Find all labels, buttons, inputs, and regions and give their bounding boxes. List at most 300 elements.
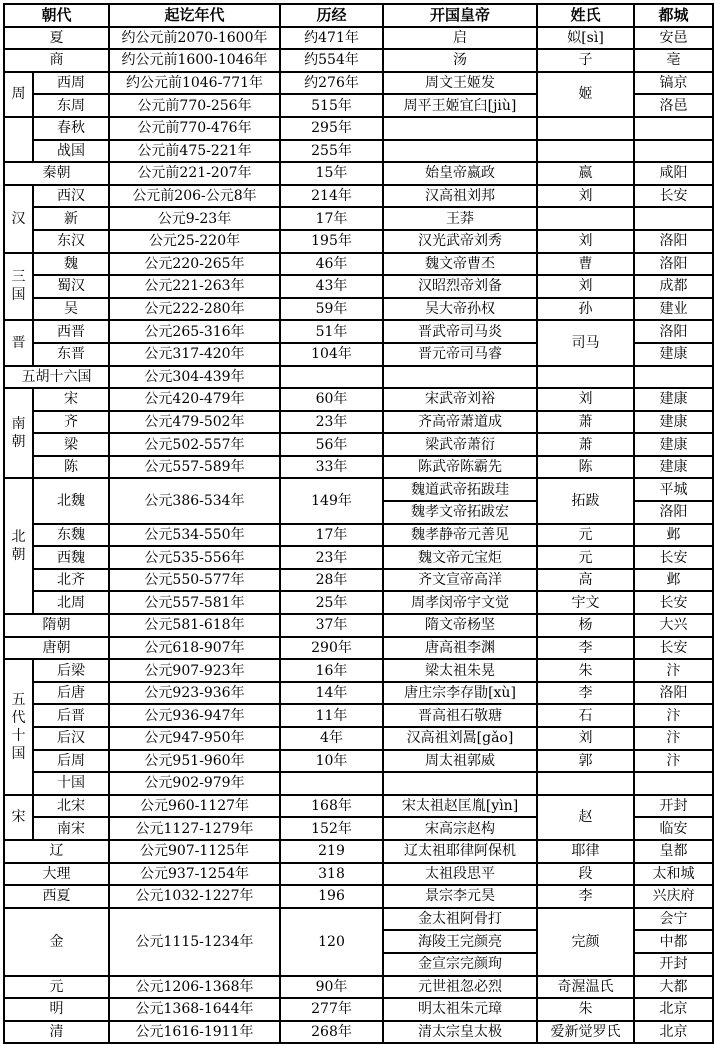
founder-cell: 汉高祖刘邦 bbox=[383, 185, 537, 208]
period-cell: 公元221-263年 bbox=[109, 275, 280, 298]
group-char: 北 bbox=[11, 529, 26, 546]
dynasty-cell: 西晋 bbox=[33, 320, 109, 343]
surname-cell: 朱 bbox=[537, 659, 634, 682]
table-row bbox=[4, 27, 713, 50]
duration-cell: 10年 bbox=[280, 750, 383, 773]
duration-cell: 214年 bbox=[280, 185, 383, 208]
surname-cell: 爱新觉罗氏 bbox=[537, 1021, 634, 1044]
capital-cell: 建康 bbox=[634, 388, 713, 411]
duration-cell: 28年 bbox=[280, 569, 383, 592]
dynasty-cell: 西周 bbox=[33, 72, 109, 95]
period-cell: 公元550-577年 bbox=[109, 569, 280, 592]
period-cell: 公元902-979年 bbox=[109, 772, 280, 795]
group-char: 宋 bbox=[11, 809, 26, 826]
dynasty-cell: 西夏 bbox=[4, 885, 109, 908]
dynasty-cell: 东周 bbox=[33, 94, 109, 117]
surname-cell: 姬 bbox=[537, 72, 634, 117]
group-wudai-cell bbox=[4, 659, 33, 795]
table-row bbox=[4, 614, 713, 637]
dynasty-cell: 战国 bbox=[33, 140, 109, 163]
surname-cell: 姒[sì] bbox=[537, 27, 634, 50]
period-cell: 公元220-265年 bbox=[109, 253, 280, 276]
founder-cell: 隋文帝杨坚 bbox=[383, 614, 537, 637]
duration-cell: 46年 bbox=[280, 253, 383, 276]
group-char: 代 bbox=[11, 710, 26, 726]
capital-cell bbox=[634, 117, 713, 140]
surname-cell: 嬴 bbox=[537, 162, 634, 185]
founder-cell: 齐高帝萧道成 bbox=[383, 411, 537, 434]
group-song-cell bbox=[4, 795, 33, 840]
table-row bbox=[4, 682, 713, 705]
surname-cell: 朱 bbox=[537, 998, 634, 1021]
table-row bbox=[4, 750, 713, 773]
duration-cell: 60年 bbox=[280, 388, 383, 411]
dynasty-cell: 夏 bbox=[4, 27, 109, 50]
table-row bbox=[4, 162, 713, 185]
period-cell: 公元923-936年 bbox=[109, 682, 280, 705]
surname-cell: 刘 bbox=[537, 185, 634, 208]
capital-cell: 北京 bbox=[634, 998, 713, 1021]
surname-cell: 孙 bbox=[537, 298, 634, 321]
table-row bbox=[4, 298, 713, 321]
group-zhou-cell bbox=[4, 72, 33, 117]
period-cell: 公元1115-1234年 bbox=[109, 908, 280, 976]
duration-cell: 515年 bbox=[280, 94, 383, 117]
period-cell: 约公元前2070-1600年 bbox=[109, 27, 280, 50]
table-row bbox=[4, 727, 713, 750]
group-char: 南 bbox=[11, 416, 26, 433]
duration-cell: 277年 bbox=[280, 998, 383, 1021]
founder-cell: 吴大帝孙权 bbox=[383, 298, 537, 321]
surname-cell: 元 bbox=[537, 546, 634, 569]
capital-cell: 汴 bbox=[634, 704, 713, 727]
period-cell: 公元265-316年 bbox=[109, 320, 280, 343]
duration-cell: 4年 bbox=[280, 727, 383, 750]
capital-cell: 大兴 bbox=[634, 614, 713, 637]
surname-cell: 赵 bbox=[537, 795, 634, 840]
founder-cell: 晋武帝司马炎 bbox=[383, 320, 537, 343]
dynasty-cell: 东汉 bbox=[33, 230, 109, 253]
dynasty-cell: 明 bbox=[4, 998, 109, 1021]
duration-cell: 318 bbox=[280, 863, 383, 886]
duration-cell bbox=[280, 772, 383, 795]
period-cell: 公元222-280年 bbox=[109, 298, 280, 321]
founder-cell: 齐文宣帝高洋 bbox=[383, 569, 537, 592]
table-row bbox=[4, 863, 713, 886]
duration-cell: 17年 bbox=[280, 207, 383, 230]
duration-cell: 152年 bbox=[280, 817, 383, 840]
table-row bbox=[4, 591, 713, 614]
founder-cell: 魏孝静帝元善见 bbox=[383, 524, 537, 547]
founder-cell: 周孝闵帝宇文觉 bbox=[383, 591, 537, 614]
surname-cell: 子 bbox=[537, 49, 634, 72]
surname-cell bbox=[537, 366, 634, 389]
duration-cell: 295年 bbox=[280, 117, 383, 140]
surname-cell: 石 bbox=[537, 704, 634, 727]
founder-cell bbox=[383, 140, 537, 163]
capital-cell bbox=[634, 772, 713, 795]
capital-cell: 长安 bbox=[634, 637, 713, 660]
dynasty-cell: 后汉 bbox=[33, 727, 109, 750]
table-row bbox=[4, 140, 713, 163]
header-row bbox=[4, 4, 713, 27]
dynasty-cell: 后梁 bbox=[33, 659, 109, 682]
period-cell: 公元317-420年 bbox=[109, 343, 280, 366]
capital-cell: 亳 bbox=[634, 49, 713, 72]
period-cell: 公元535-556年 bbox=[109, 546, 280, 569]
capital-cell: 中都 bbox=[634, 930, 713, 953]
capital-cell: 长安 bbox=[634, 546, 713, 569]
dynasty-cell: 北魏 bbox=[33, 478, 109, 523]
founder-cell: 元世祖忽必烈 bbox=[383, 976, 537, 999]
founder-cell: 魏文帝元宝炬 bbox=[383, 546, 537, 569]
founder-cell: 晋元帝司马睿 bbox=[383, 343, 537, 366]
dynasty-cell: 齐 bbox=[33, 411, 109, 434]
table-row bbox=[4, 320, 713, 343]
duration-cell: 219 bbox=[280, 840, 383, 863]
table-row bbox=[4, 976, 713, 999]
capital-cell: 邺 bbox=[634, 524, 713, 547]
group-char: 三 bbox=[11, 269, 26, 286]
founder-cell: 周平王姬宜臼[jiù] bbox=[383, 94, 537, 117]
surname-cell: 杨 bbox=[537, 614, 634, 637]
capital-cell bbox=[634, 140, 713, 163]
table-row bbox=[4, 456, 713, 479]
duration-cell: 196 bbox=[280, 885, 383, 908]
surname-cell: 李 bbox=[537, 682, 634, 705]
dynasty-cell: 南宋 bbox=[33, 817, 109, 840]
group-char: 十 bbox=[11, 728, 26, 744]
founder-cell: 景宗李元昊 bbox=[383, 885, 537, 908]
surname-cell: 刘 bbox=[537, 388, 634, 411]
table-row bbox=[4, 637, 713, 660]
table-row bbox=[4, 207, 713, 230]
capital-cell: 镐京 bbox=[634, 72, 713, 95]
header-duration: 历经 bbox=[280, 4, 383, 27]
group-blank-cell bbox=[4, 117, 33, 162]
dynasty-cell: 梁 bbox=[33, 433, 109, 456]
header-period: 起讫年代 bbox=[109, 4, 280, 27]
table-row bbox=[4, 411, 713, 434]
period-cell: 公元前475-221年 bbox=[109, 140, 280, 163]
dynasty-cell: 陈 bbox=[33, 456, 109, 479]
period-cell: 公元479-502年 bbox=[109, 411, 280, 434]
surname-cell: 耶律 bbox=[537, 840, 634, 863]
duration-cell bbox=[280, 366, 383, 389]
period-cell: 公元960-1127年 bbox=[109, 795, 280, 818]
dynasty-cell: 后晋 bbox=[33, 704, 109, 727]
dynasty-cell: 东魏 bbox=[33, 524, 109, 547]
founder-cell: 汉光武帝刘秀 bbox=[383, 230, 537, 253]
table-row bbox=[4, 840, 713, 863]
founder-cell: 魏孝文帝拓跋宏 bbox=[383, 501, 537, 524]
period-cell: 公元618-907年 bbox=[109, 637, 280, 660]
capital-cell: 建业 bbox=[634, 298, 713, 321]
surname-cell: 李 bbox=[537, 885, 634, 908]
period-cell: 公元前221-207年 bbox=[109, 162, 280, 185]
group-nanchao-cell bbox=[4, 388, 33, 478]
surname-cell: 曹 bbox=[537, 253, 634, 276]
capital-cell: 建康 bbox=[634, 456, 713, 479]
duration-cell: 51年 bbox=[280, 320, 383, 343]
period-cell: 公元907-923年 bbox=[109, 659, 280, 682]
capital-cell: 汴 bbox=[634, 659, 713, 682]
period-cell: 公元1127-1279年 bbox=[109, 817, 280, 840]
table-row bbox=[4, 388, 713, 411]
capital-cell: 长安 bbox=[634, 185, 713, 208]
period-cell: 公元534-550年 bbox=[109, 524, 280, 547]
period-cell: 公元502-557年 bbox=[109, 433, 280, 456]
dynasty-cell: 蜀汉 bbox=[33, 275, 109, 298]
period-cell: 公元907-1125年 bbox=[109, 840, 280, 863]
group-char: 周 bbox=[11, 86, 26, 103]
founder-cell: 王莽 bbox=[383, 207, 537, 230]
capital-cell bbox=[634, 207, 713, 230]
table-row bbox=[4, 659, 713, 682]
table-row bbox=[4, 569, 713, 592]
table-row bbox=[4, 524, 713, 547]
table-row bbox=[4, 72, 713, 95]
duration-cell: 290年 bbox=[280, 637, 383, 660]
capital-cell: 洛邑 bbox=[634, 94, 713, 117]
group-jin-cell bbox=[4, 320, 33, 365]
dynasty-cell: 北周 bbox=[33, 591, 109, 614]
dynasty-cell: 西魏 bbox=[33, 546, 109, 569]
founder-cell: 陈武帝陈霸先 bbox=[383, 456, 537, 479]
capital-cell: 皇都 bbox=[634, 840, 713, 863]
surname-cell: 萧 bbox=[537, 411, 634, 434]
dynasty-table bbox=[3, 3, 714, 1044]
period-cell: 公元420-479年 bbox=[109, 388, 280, 411]
capital-cell: 洛阳 bbox=[634, 320, 713, 343]
dynasty-cell: 吴 bbox=[33, 298, 109, 321]
capital-cell: 临安 bbox=[634, 817, 713, 840]
group-char: 五 bbox=[11, 692, 26, 708]
founder-cell bbox=[383, 366, 537, 389]
group-beichao-cell bbox=[4, 478, 33, 614]
group-han-cell bbox=[4, 185, 33, 253]
founder-cell bbox=[383, 772, 537, 795]
dynasty-cell: 西汉 bbox=[33, 185, 109, 208]
table-row bbox=[4, 795, 713, 818]
dynasty-cell: 辽 bbox=[4, 840, 109, 863]
dynasty-cell: 春秋 bbox=[33, 117, 109, 140]
duration-cell: 约471年 bbox=[280, 27, 383, 50]
table-row bbox=[4, 546, 713, 569]
founder-cell: 晋高祖石敬瑭 bbox=[383, 704, 537, 727]
period-cell: 公元304-439年 bbox=[109, 366, 280, 389]
group-char: 朝 bbox=[11, 434, 26, 451]
header-founder: 开国皇帝 bbox=[383, 4, 537, 27]
header-dynasty: 朝代 bbox=[4, 4, 109, 27]
dynasty-cell: 北齐 bbox=[33, 569, 109, 592]
capital-cell: 开封 bbox=[634, 953, 713, 976]
duration-cell: 33年 bbox=[280, 456, 383, 479]
capital-cell: 大都 bbox=[634, 976, 713, 999]
capital-cell: 建康 bbox=[634, 411, 713, 434]
duration-cell: 43年 bbox=[280, 275, 383, 298]
capital-cell: 北京 bbox=[634, 1021, 713, 1044]
founder-cell: 魏道武帝拓跋珪 bbox=[383, 478, 537, 501]
dynasty-cell: 秦朝 bbox=[4, 162, 109, 185]
period-cell: 公元9-23年 bbox=[109, 207, 280, 230]
surname-cell: 陈 bbox=[537, 456, 634, 479]
capital-cell bbox=[634, 366, 713, 389]
duration-cell: 16年 bbox=[280, 659, 383, 682]
period-cell: 公元947-950年 bbox=[109, 727, 280, 750]
dynasty-table-container bbox=[3, 3, 714, 1044]
group-char: 国 bbox=[11, 746, 26, 762]
founder-cell: 太祖段思平 bbox=[383, 863, 537, 886]
duration-cell: 168年 bbox=[280, 795, 383, 818]
founder-cell: 汉昭烈帝刘备 bbox=[383, 275, 537, 298]
dynasty-cell: 宋 bbox=[33, 388, 109, 411]
surname-cell: 刘 bbox=[537, 727, 634, 750]
capital-cell: 邺 bbox=[634, 569, 713, 592]
surname-cell bbox=[537, 207, 634, 230]
surname-cell: 高 bbox=[537, 569, 634, 592]
dynasty-cell: 五胡十六国 bbox=[4, 366, 109, 389]
period-cell: 公元前770-256年 bbox=[109, 94, 280, 117]
surname-cell: 郭 bbox=[537, 750, 634, 773]
table-row bbox=[4, 275, 713, 298]
founder-cell: 始皇帝嬴政 bbox=[383, 162, 537, 185]
header-capital: 都城 bbox=[634, 4, 713, 27]
founder-cell: 汤 bbox=[383, 49, 537, 72]
founder-cell: 魏文帝曹丕 bbox=[383, 253, 537, 276]
table-row bbox=[4, 478, 713, 501]
surname-cell: 刘 bbox=[537, 275, 634, 298]
surname-cell: 元 bbox=[537, 524, 634, 547]
duration-cell: 17年 bbox=[280, 524, 383, 547]
founder-cell: 清太宗皇太极 bbox=[383, 1021, 537, 1044]
period-cell: 公元前770-476年 bbox=[109, 117, 280, 140]
table-row bbox=[4, 908, 713, 931]
period-cell: 公元937-1254年 bbox=[109, 863, 280, 886]
table-row bbox=[4, 49, 713, 72]
founder-cell: 梁太祖朱晃 bbox=[383, 659, 537, 682]
founder-cell: 金宣宗完颜珣 bbox=[383, 953, 537, 976]
period-cell: 公元581-618年 bbox=[109, 614, 280, 637]
period-cell: 约公元前1046-771年 bbox=[109, 72, 280, 95]
duration-cell: 约554年 bbox=[280, 49, 383, 72]
founder-cell: 明太祖朱元璋 bbox=[383, 998, 537, 1021]
surname-cell: 李 bbox=[537, 637, 634, 660]
dynasty-cell: 新 bbox=[33, 207, 109, 230]
table-row bbox=[4, 230, 713, 253]
surname-cell: 萧 bbox=[537, 433, 634, 456]
surname-cell bbox=[537, 117, 634, 140]
surname-cell: 司马 bbox=[537, 320, 634, 365]
founder-cell: 辽太祖耶律阿保机 bbox=[383, 840, 537, 863]
header-surname: 姓氏 bbox=[537, 4, 634, 27]
founder-cell: 宋太祖赵匡胤[yìn] bbox=[383, 795, 537, 818]
dynasty-cell: 北宋 bbox=[33, 795, 109, 818]
dynasty-cell: 大理 bbox=[4, 863, 109, 886]
dynasty-cell: 清 bbox=[4, 1021, 109, 1044]
founder-cell: 金太祖阿骨打 bbox=[383, 908, 537, 931]
dynasty-cell: 后唐 bbox=[33, 682, 109, 705]
surname-cell: 段 bbox=[537, 863, 634, 886]
founder-cell bbox=[383, 117, 537, 140]
table-row bbox=[4, 1021, 713, 1044]
dynasty-cell: 东晋 bbox=[33, 343, 109, 366]
founder-cell: 周文王姬发 bbox=[383, 72, 537, 95]
period-cell: 公元951-960年 bbox=[109, 750, 280, 773]
founder-cell: 海陵王完颜亮 bbox=[383, 930, 537, 953]
founder-cell: 唐高祖李渊 bbox=[383, 637, 537, 660]
capital-cell: 太和城 bbox=[634, 863, 713, 886]
founder-cell: 周太祖郭威 bbox=[383, 750, 537, 773]
capital-cell: 洛阳 bbox=[634, 253, 713, 276]
table-row bbox=[4, 704, 713, 727]
surname-cell: 完颜 bbox=[537, 908, 634, 976]
dynasty-cell: 商 bbox=[4, 49, 109, 72]
period-cell: 公元386-534年 bbox=[109, 478, 280, 523]
dynasty-cell: 后周 bbox=[33, 750, 109, 773]
surname-cell: 拓跋 bbox=[537, 478, 634, 523]
period-cell: 公元25-220年 bbox=[109, 230, 280, 253]
surname-cell: 刘 bbox=[537, 230, 634, 253]
capital-cell: 咸阳 bbox=[634, 162, 713, 185]
duration-cell: 14年 bbox=[280, 682, 383, 705]
surname-cell: 奇渥温氏 bbox=[537, 976, 634, 999]
period-cell: 公元前206-公元8年 bbox=[109, 185, 280, 208]
group-char: 国 bbox=[11, 287, 26, 304]
table-row bbox=[4, 366, 713, 389]
dynasty-cell: 隋朝 bbox=[4, 614, 109, 637]
group-char: 晋 bbox=[11, 334, 26, 351]
capital-cell: 兴庆府 bbox=[634, 885, 713, 908]
duration-cell: 59年 bbox=[280, 298, 383, 321]
duration-cell: 23年 bbox=[280, 546, 383, 569]
table-row bbox=[4, 253, 713, 276]
duration-cell: 104年 bbox=[280, 343, 383, 366]
group-sanguo-cell bbox=[4, 253, 33, 321]
duration-cell: 268年 bbox=[280, 1021, 383, 1044]
capital-cell: 洛阳 bbox=[634, 501, 713, 524]
founder-cell: 启 bbox=[383, 27, 537, 50]
duration-cell: 255年 bbox=[280, 140, 383, 163]
capital-cell: 长安 bbox=[634, 591, 713, 614]
capital-cell: 汴 bbox=[634, 727, 713, 750]
founder-cell: 宋高宗赵构 bbox=[383, 817, 537, 840]
founder-cell: 汉高祖刘暠[gǎo] bbox=[383, 727, 537, 750]
period-cell: 公元1616-1911年 bbox=[109, 1021, 280, 1044]
founder-cell: 宋武帝刘裕 bbox=[383, 388, 537, 411]
group-char: 汉 bbox=[11, 210, 26, 227]
period-cell: 约公元前1600-1046年 bbox=[109, 49, 280, 72]
capital-cell: 平城 bbox=[634, 478, 713, 501]
duration-cell: 25年 bbox=[280, 591, 383, 614]
capital-cell: 洛阳 bbox=[634, 682, 713, 705]
table-row bbox=[4, 772, 713, 795]
duration-cell: 37年 bbox=[280, 614, 383, 637]
capital-cell: 成都 bbox=[634, 275, 713, 298]
founder-cell: 唐庄宗李存勖[xù] bbox=[383, 682, 537, 705]
table-row bbox=[4, 433, 713, 456]
period-cell: 公元557-581年 bbox=[109, 591, 280, 614]
period-cell: 公元1368-1644年 bbox=[109, 998, 280, 1021]
capital-cell: 洛阳 bbox=[634, 230, 713, 253]
table-row bbox=[4, 185, 713, 208]
group-char: 朝 bbox=[11, 547, 26, 564]
table-row bbox=[4, 998, 713, 1021]
period-cell: 公元1032-1227年 bbox=[109, 885, 280, 908]
duration-cell: 90年 bbox=[280, 976, 383, 999]
dynasty-cell: 魏 bbox=[33, 253, 109, 276]
duration-cell: 120 bbox=[280, 908, 383, 976]
